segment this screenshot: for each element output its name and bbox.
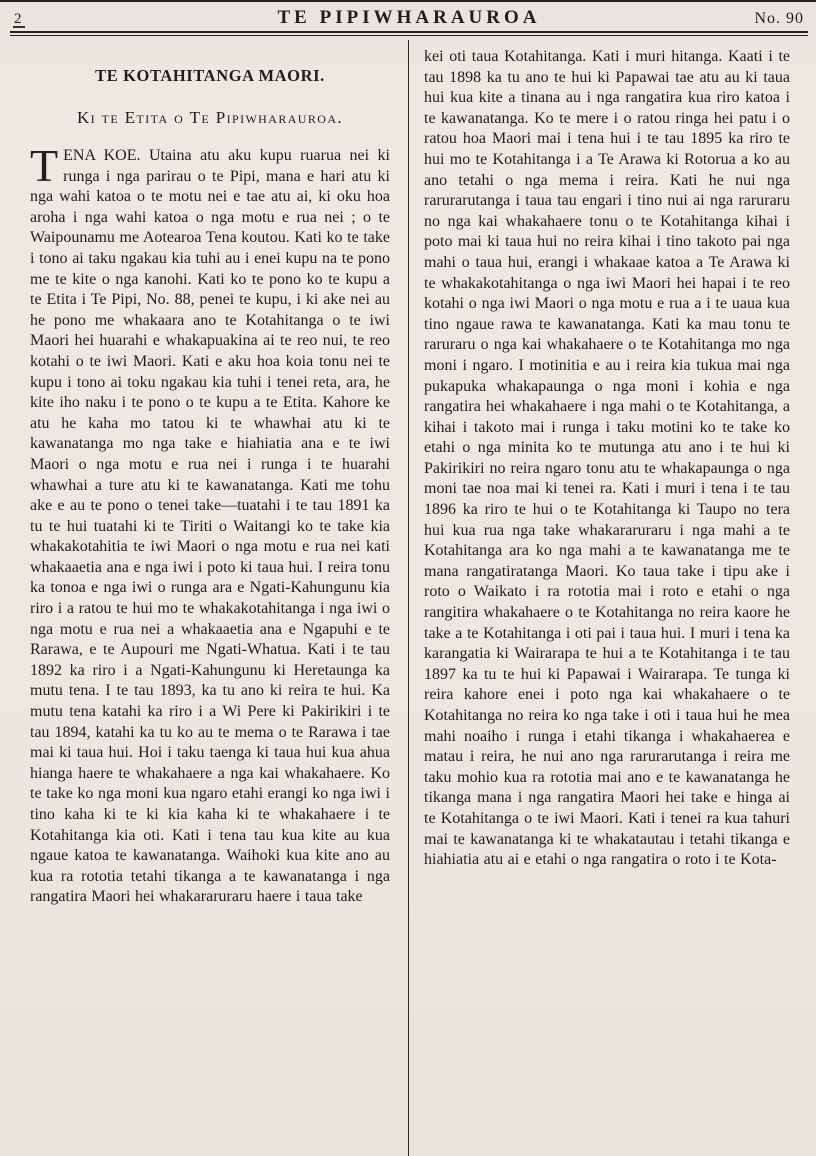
masthead-title: TE PIPIWHARAUROA <box>277 7 541 28</box>
page-number: 2 <box>14 11 23 27</box>
article-title: TE KOTAHITANGA MAORI. <box>95 66 325 85</box>
left-column-text: ENA KOE. Utaina atu aku kupu ruarua nei ki runga i nga parirau o te Pipi, mana e hari atu ki nga wahi katoa o te motu nei e tae atu ai, ki oku hoa aroha i nga wahi katoa o nga motu e rua nei ; o te Waipounamu me Aotearoa Tena koutou. Kati ko te take i tono ai taku ngakau kia tuhi au i enei kupu na te pono me te kite o nga kanohi. Kati ko te pono ko te kupu a te Etita i Te Pipi, No. 88, penei te kupu, i ki ake nei au he pono me whakaara ano te Kotahitanga o te iwi Maori hei huarahi e whakapuakina ai te reo nui, te reo kotahi o te iwi Maori. Kati e aku hoa koia tonu nei te kupu i tono ai toku ngakau kia tuhi i tenei reta, ara, he kite iho naku i te pono o te kupu a te Etita. Kahore ke atu he kaha mo tatou ki te whawhai atu ki te kawanatanga mo nga take e hiahiatia ana e te iwi Maori o nga motu e rua nei i runga i te huarahi whawhai a ture atu ki te kawanatanga. Kati me tohu ake e au te pono o tenei take—tuatahi i te tau 1891 ka tu te hui tuatahi ki te Tiriti o Waitangi ko te take kia whakakotahitia te iwi Maori o nga motu e rua nei kati whakaaetia ana e nga iwi i poto ki taua hui. I reira tonu ka tonoa e nga iwi o runga ara e Ngati-Kahungunu kia riro i a ratou te hui mo te whakakotahitanga i nga iwi o nga motu e rua nei a whakaaetia ana e Ngapuhi e te Rarawa, e te Aupouri me Ngati-Whatua. Kati i te tau 1892 ka riro i a Ngati-Kahungunu ki Heretaunga ka mutu tena. I te tau 1893, ka tu ano ki reira te hui. Ka mutu tena katahi ka riro i a Wi Pere ki Pakirikiri i te tau 1894, katahi ka tu ko au te mema o te Rarawa i tae mai ki taua hui. Hoi i taku taenga ki taua hui kua ahua hianga haere te whakahaere a nga kai whakahaere. Ko te take ko nga moni kua ngaro etahi erangi ko nga iwi i tino kaha ki te ki kia kaha ki te whakahaere i te Kotahitanga kia oti. Kati i tena tau kua kite au kua ngaue katoa te kawanatanga. Waihoki kua kite ano au kua ra rototia tetahi tikanga a te kawanatanga i nga rangatira Maori hei whakararuraru haere i taua take <box>30 147 390 906</box>
right-column <box>408 40 816 1156</box>
article-body-right: kei oti taua Kotahitanga. Kati i muri hitanga. Kaati i te tau 1898 ka tu ano te hui ki Papawai tae atu au ki taua hui kua kite a tinana au i nga rangatira kua riro katoa i te kawanatanga. Ko te mere i o ratou ringa hei patu i o ratou hoa Maori mai i tena hui i te tau 1895 ka riro te hui mo te Kotahitanga i a Te Arawa ki Rotorua a ko au ano tetahi o nga mema i reira. Kati he nui nga rarurarutanga i taua tau engari i tino nui ai nga raruraru no nga kai whakahaere tonu o te Kotahitanga kihai i poto mai ki taua hui no reira kihai i tino takoto pai nga mahi o taua hui, erangi i whakaae katoa a Te Arawa ki te whakakotahitanga o nga iwi Maori hei hapai i te reo kotahi o nga iwi Maori o nga motu e rua a i te uaua kua tino ngaue rawa te kawanatanga. Kati ka mau tonu te raruraru o nga kai whakahaere o te Kotahitanga mo nga moni i ngaro. I motinitia e au i reira kia tukua mai nga pukapuka whakapaunga o nga moni i kohia e nga rangatira hei whakahaere i nga mahi o te Kotahitanga, a kihai i takoto mai i runga i taku motini ko te take ko etahi o nga minita ko te mutunga atu ano i te hui ki Pakirikiri no reira ngaro tonu atu te whakapaunga o nga moni tae noa mai ki tenei ra. Kati i muri i tena i te tau 1896 ka riro te hui o te Kotahitanga ki Taupo no tera hui kua rua nga take whakararuraru i nga mahi a te Kotahitanga ara ko nga mahi a te kawanatanga me te mana rangatiratanga Maori. Ko taua take i tipu ake i roto o Waikato i ra rototia mai i roto e etahi o nga rangitira whakahaere o te Kotahitanga no reira kaore he take a te Kotahitanga i oti pai i taua hui. I muri i tena ka karangatia ki Wairarapa te hui a te Kotahitanga i te tau 1897 ka tu te hui ki Papawai i Wairarapa. Te tunga ki reira kahore enei i poto nga kai whakahaere o te Kotahitanga no reira ko nga take i oti i taua hui he mea mahi noaiho i runga i etahi tikanga i whakahaerea e matau i reira, he nui ano nga rarurarutanga i reira me taku mohio kua ra rototia mai ano e te kawanatanga he tikanga mana i nga rangatira Maori hei take e hinga ai te Kotahitanga o te iwi Maori. Kati i tenei ra kua tahuri mai te kawanatanga ki te whakatautau i tetahi tikanga e hiahiatia atu ai e etahi o nga rangatira o roto i te Kota- <box>424 48 790 869</box>
article-salutation: Ki te Etita o Te Pipiwharauroa. <box>76 108 344 127</box>
column-divider-rule <box>408 40 409 1156</box>
page-number-underline-mark <box>13 26 25 28</box>
article-columns <box>0 40 816 1156</box>
masthead-row <box>14 7 804 29</box>
drop-cap-letter: T <box>30 140 59 191</box>
issue-number: No. 90 <box>754 10 804 27</box>
left-column <box>0 40 408 1156</box>
header-double-rule <box>10 31 808 36</box>
article-body-left <box>30 140 390 908</box>
